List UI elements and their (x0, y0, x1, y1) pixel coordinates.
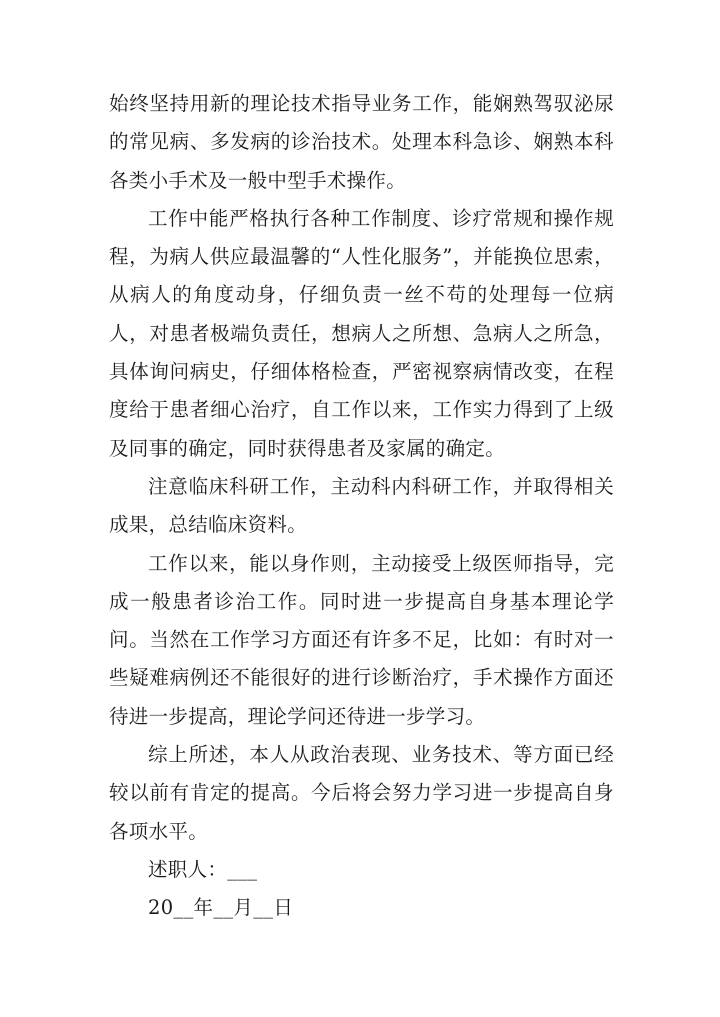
paragraph-5: 综上所述，本人从政治表现、业务技术、等方面已经较以前有肯定的提高。今后将会努力学习进一步提高自身各项水平。 (109, 743, 614, 843)
signature-line: 述职人：___ (148, 857, 258, 881)
paragraph-3: 注意临床科研工作，主动科内科研工作，并取得相关成果，总结临床资料。 (109, 474, 614, 537)
date-line: 20__年__月__日 (148, 896, 294, 920)
paragraph-2: 工作中能严格执行各种工作制度、诊疗常规和操作规程，为病人供应最温馨的“人性化服务”，并能换位思索，从病人的角度动身，仔细负责一丝不苟的处理每一位病人，对患者极端负责任，想病人之所想、急病人之所急，具体询问病史，仔细体格检查，严密视察病情改变，在程度给于患者细心治疗，自工作以来，工作实力得到了上级及同事的确定，同时获得患者及家属的确定。 (109, 206, 614, 460)
document-body (109, 85, 614, 928)
paragraph-1: 始终坚持用新的理论技术指导业务工作，能娴熟驾驭泌尿的常见病、多发病的诊治技术。处理本科急诊、娴熟本科各类小手术及一般中型手术操作。 (109, 92, 614, 192)
paragraph-4: 工作以来，能以身作则，主动接受上级医师指导，完成一般患者诊治工作。同时进一步提高自身基本理论学问。当然在工作学习方面还有许多不足，比如：有时对一些疑难病例还不能很好的进行诊断治疗，手术操作方面还待进一步提高，理论学问还待进一步学习。 (109, 551, 614, 728)
